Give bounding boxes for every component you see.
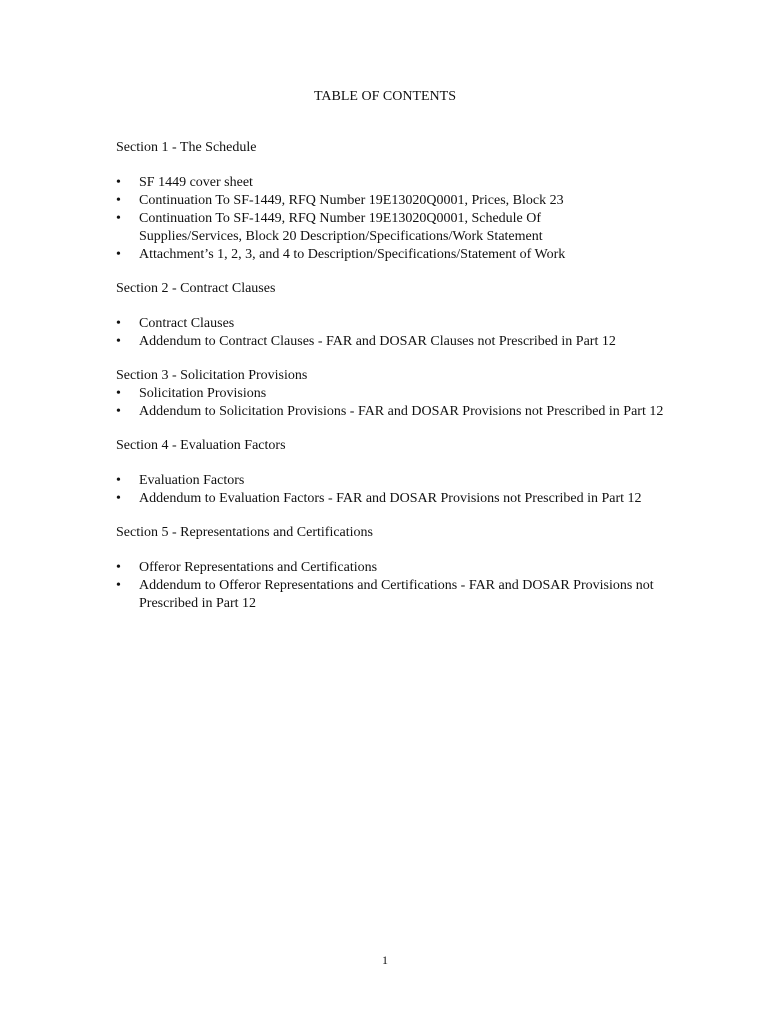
- toc-content: [116, 139, 696, 613]
- bullet-icon: •: [116, 211, 121, 226]
- section-heading-2: Section 2 - Contract Clauses: [116, 281, 276, 296]
- bullet-icon: •: [116, 316, 121, 331]
- list-item-text: Addendum to Offeror Representations and Certifications - FAR and DOSAR Provisions not Prescribed in Part 12: [139, 578, 654, 611]
- list-item: [116, 210, 594, 246]
- bullet-icon: •: [116, 404, 121, 419]
- list-item: [116, 559, 696, 577]
- page-title: TABLE OF CONTENTS: [314, 89, 456, 104]
- list-item-text: Addendum to Contract Clauses - FAR and DOSAR Clauses not Prescribed in Part 12: [139, 334, 616, 349]
- section-3-list: [116, 385, 696, 421]
- list-item: [116, 246, 696, 264]
- section-4-list: [116, 472, 696, 508]
- list-item: [116, 192, 696, 210]
- section-heading-1: Section 1 - The Schedule: [116, 140, 257, 155]
- list-item: [116, 577, 714, 613]
- list-item-text: Solicitation Provisions: [139, 386, 267, 401]
- list-item: [116, 315, 696, 333]
- page-number: 1: [382, 953, 388, 967]
- bullet-icon: •: [116, 386, 121, 401]
- list-item: [116, 403, 697, 421]
- section-5-list: [116, 559, 696, 613]
- bullet-icon: •: [116, 560, 121, 575]
- list-item-text: Addendum to Evaluation Factors - FAR and DOSAR Provisions not Prescribed in Part 12: [139, 491, 642, 506]
- section-1-list: [116, 174, 696, 264]
- list-item: [116, 472, 696, 490]
- list-item-text: Continuation To SF-1449, RFQ Number 19E13020Q0001, Prices, Block 23: [139, 193, 564, 208]
- list-item-text: Attachment’s 1, 2, 3, and 4 to Description/Specifications/Statement of Work: [139, 247, 566, 262]
- list-item: [116, 385, 696, 403]
- list-item-text: Evaluation Factors: [139, 473, 245, 488]
- list-item: [116, 174, 696, 192]
- list-item-text: Offeror Representations and Certifications: [139, 560, 378, 575]
- bullet-icon: •: [116, 334, 121, 349]
- list-item-text: SF 1449 cover sheet: [139, 175, 253, 190]
- section-heading-3: Section 3 - Solicitation Provisions: [116, 368, 308, 383]
- section-heading-5: Section 5 - Representations and Certifications: [116, 525, 373, 540]
- bullet-icon: •: [116, 247, 121, 262]
- list-item-text: Continuation To SF-1449, RFQ Number 19E13020Q0001, Schedule Of Supplies/Services, Block 20 Description/Specifications/Work Statement: [139, 211, 543, 244]
- section-2-list: [116, 315, 696, 351]
- list-item: [116, 490, 702, 508]
- bullet-icon: •: [116, 578, 121, 593]
- bullet-icon: •: [116, 193, 121, 208]
- bullet-icon: •: [116, 175, 121, 190]
- section-heading-4: Section 4 - Evaluation Factors: [116, 438, 286, 453]
- bullet-icon: •: [116, 491, 121, 506]
- list-item-text: Addendum to Solicitation Provisions - FAR and DOSAR Provisions not Prescribed in Part 12: [139, 404, 664, 419]
- list-item: [116, 333, 696, 351]
- bullet-icon: •: [116, 473, 121, 488]
- list-item-text: Contract Clauses: [139, 316, 235, 331]
